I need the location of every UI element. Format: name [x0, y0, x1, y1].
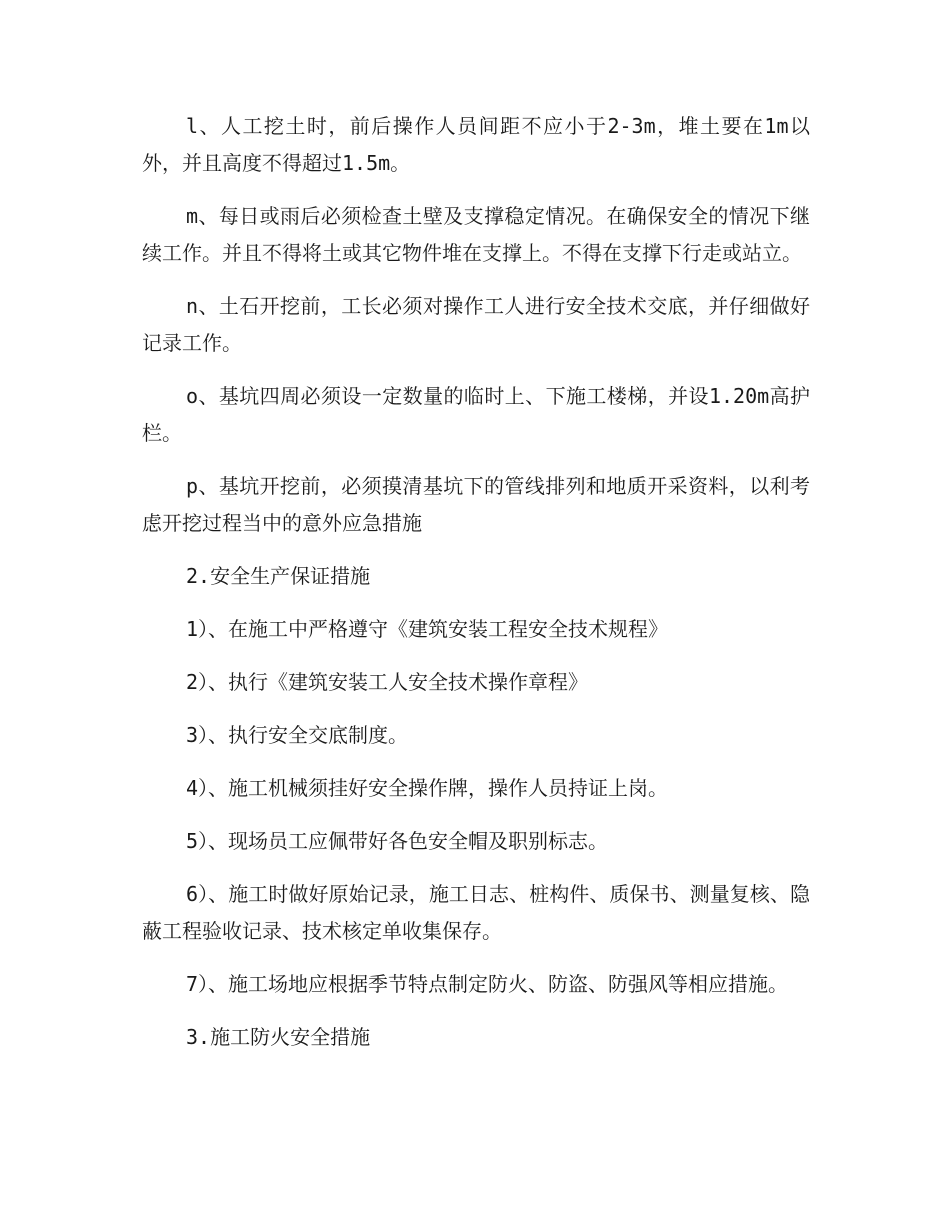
paragraph-item-n: n、土石开挖前，工长必须对操作工人进行安全技术交底，并仔细做好记录工作。: [142, 294, 810, 355]
section-heading-safety-production: 2.安全生产保证措施: [186, 564, 371, 588]
document-body: [142, 108, 810, 1072]
paragraph-item-p: p、基坑开挖前，必须摸清基坑下的管线排列和地质开采资料，以利考虑开挖过程当中的意外应急措施: [142, 474, 810, 535]
paragraph-item-2: 2）、执行《建筑安装工人安全技术操作章程》: [186, 670, 589, 694]
paragraph-item-m: m、每日或雨后必须检查土壁及支撑稳定情况。在确保安全的情况下继续工作。并且不得将土或其它物件堆在支撑上。不得在支撑下行走或站立。: [142, 204, 810, 265]
paragraph-item-o: o、基坑四周必须设一定数量的临时上、下施工楼梯，并设1.20m高护栏。: [142, 384, 810, 445]
paragraph-item-4: 4）、施工机械须挂好安全操作牌，操作人员持证上岗。: [186, 776, 669, 800]
paragraph-item-5: 5）、现场员工应佩带好各色安全帽及职别标志。: [186, 829, 609, 853]
paragraph-item-3: 3）、执行安全交底制度。: [186, 723, 409, 747]
paragraph-item-l: l、人工挖土时，前后操作人员间距不应小于2-3m，堆土要在1m以外，并且高度不得超过1.5m。: [142, 114, 810, 175]
paragraph-item-1: 1）、在施工中严格遵守《建筑安装工程安全技术规程》: [186, 617, 669, 641]
paragraph-item-7: 7）、施工场地应根据季节特点制定防火、防盗、防强风等相应措施。: [186, 972, 789, 996]
section-heading-fire-safety: 3.施工防火安全措施: [186, 1025, 371, 1049]
paragraph-item-6: 6）、施工时做好原始记录，施工日志、桩构件、质保书、测量复核、隐蔽工程验收记录、技术核定单收集保存。: [142, 882, 810, 943]
